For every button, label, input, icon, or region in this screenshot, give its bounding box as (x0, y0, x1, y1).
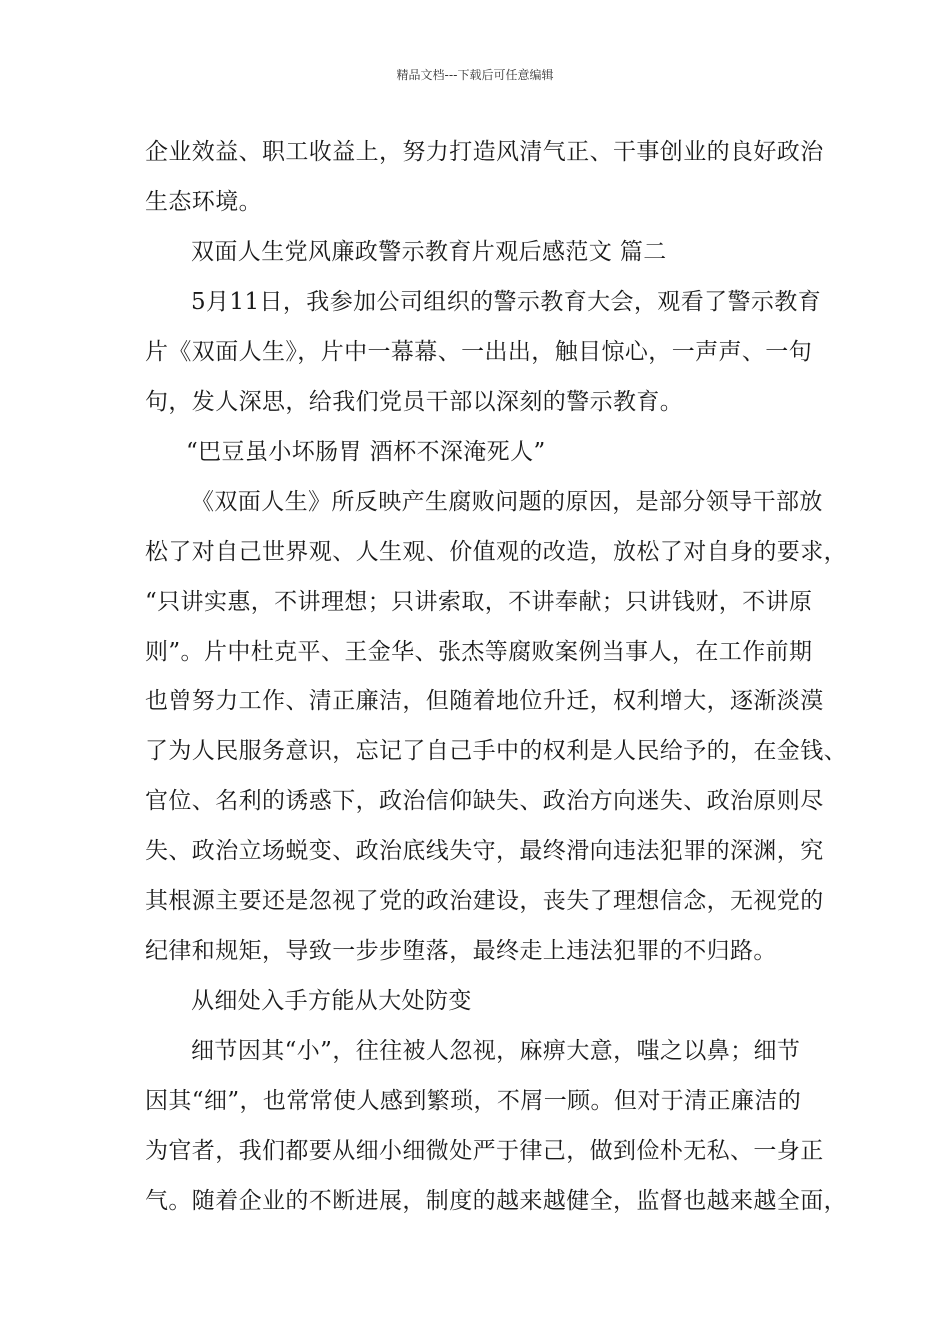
text-line: 为官者，我们都要从细小细微处严于律己，做到俭朴无私、一身正 (145, 1138, 824, 1164)
page-header: 精品文档---下载后可任意编辑 (396, 68, 554, 82)
text-line: 官位、名利的诱惑下，政治信仰缺失、政治方向迷失、政治原则尽 (145, 788, 824, 814)
text-line: 也曾努力工作、清正廉洁，但随着地位升迁，权利增大，逐渐淡漠 (145, 688, 824, 714)
subheading: 从细处入手方能从大处防变 (191, 988, 472, 1014)
text-line: 因其“细”，也常常使人感到繁琐，不屑一顾。但对于清正廉洁的 (145, 1088, 802, 1114)
text-line: 失、政治立场蜕变、政治底线失守，最终滑向违法犯罪的深渊，究 (145, 838, 824, 864)
text-line: 5月11日，我参加公司组织的警示教育大会，观看了警示教育 (191, 289, 822, 315)
subheading: “巴豆虽小坏肠胃 酒杯不深淹死人” (186, 439, 546, 465)
text-line: 生态环境。 (145, 189, 262, 215)
section-heading: 双面人生党风廉政警示教育片观后感范文 篇二 (191, 239, 667, 265)
text-line: 句，发人深思，给我们党员干部以深刻的警示教育。 (145, 389, 684, 415)
text-line: 松了对自己世界观、人生观、价值观的改造，放松了对自身的要求， (145, 539, 847, 565)
text-line: 《双面人生》所反映产生腐败问题的原因，是部分领导干部放 (191, 489, 823, 515)
text-line: 其根源主要还是忽视了党的政治建设，丧失了理想信念，无视党的 (145, 888, 824, 914)
text-line: 则”。片中杜克平、王金华、张杰等腐败案例当事人，在工作前期 (145, 639, 813, 665)
text-line: “只讲实惠，不讲理想；只讲索取，不讲奉献；只讲钱财，不讲原 (145, 589, 813, 615)
text-line: 细节因其“小”，往往被人忽视，麻痹大意，嗤之以鼻；细节 (191, 1038, 801, 1064)
text-line: 纪律和规矩，导致一步步堕落，最终走上违法犯罪的不归路。 (145, 938, 777, 964)
text-line: 片《双面人生》，片中一幕幕、一出出，触目惊心，一声声、一句 (145, 339, 813, 365)
text-line: 企业效益、职工收益上，努力打造风清气正、干事创业的良好政治 (145, 139, 824, 165)
text-line: 气。随着企业的不断进展，制度的越来越健全，监督也越来越全面， (145, 1188, 847, 1214)
text-line: 了为人民服务意识，忘记了自己手中的权利是人民给予的，在金钱、 (145, 738, 847, 764)
